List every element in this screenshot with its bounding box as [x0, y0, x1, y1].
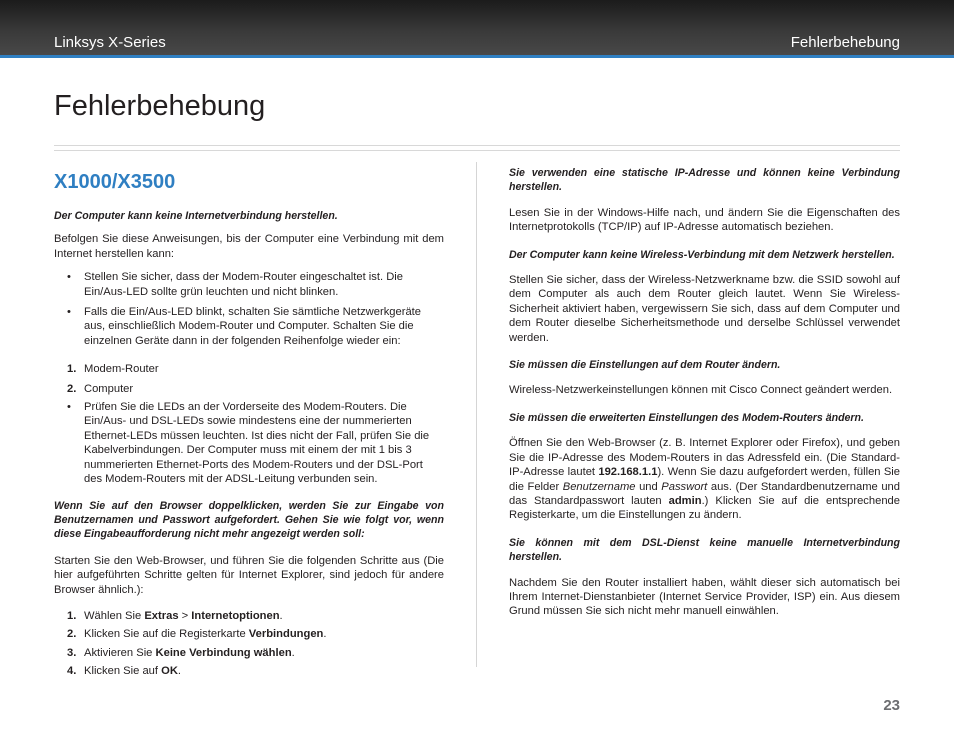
question-browser-login: Wenn Sie auf den Browser doppelklicken, werden Sie zur Eingabe von Benutzernamen und Passwort aufgefordert. Gehen Sie wie folgt vor, wenn diese Eingabeaufforderung nicht mehr angezeigt werden soll:	[54, 499, 444, 541]
paragraph-router-settings: Wireless-Netzwerkeinstellungen können mit Cisco Connect geändert werden.	[509, 384, 893, 397]
list-item: 3. Aktivieren Sie Keine Verbindung wählen.	[67, 646, 295, 659]
default-credential: admin	[668, 494, 702, 507]
left-column	[54, 166, 444, 687]
list-item: 1. Modem-Router	[67, 363, 159, 376]
header-section-name: Fehlerbehebung	[790, 34, 900, 51]
paragraph-browser-steps: Starten Sie den Web-Browser, und führen Sie die folgenden Schritte aus (Die hier aufgeführten Schritte gelten für Internet Explorer, sind jedoch für andere Browser ähnlich.):	[54, 554, 444, 596]
bullet-glyph: •	[67, 401, 71, 414]
page-number: 23	[883, 697, 900, 714]
header-accent-line	[0, 55, 954, 58]
question-dsl-manual: Sie können mit dem DSL-Dienst keine manuelle Internetverbindung herstellen.	[509, 536, 900, 564]
list-item: 4. Klicken Sie auf OK.	[67, 665, 182, 678]
question-advanced-settings: Sie müssen die erweiterten Einstellungen des Modem-Routers ändern.	[509, 411, 864, 424]
list-item: • Stellen Sie sicher, dass der Modem-Router eingeschaltet ist. Die Ein/Aus-LED sollte grün leuchten und nicht blinken.	[67, 271, 403, 298]
page-title: Fehlerbehebung	[54, 90, 266, 122]
list-item: • Falls die Ein/Aus-LED blinkt, schalten Sie sämtliche Netzwerkgeräte aus, einschließlich Modem-Router und Computer. Schalten Sie die einzelnen Geräte dann in der folgenden Reihenfolge wieder ein:	[67, 306, 422, 347]
list-item: 2. Klicken Sie auf die Registerkarte Verbindungen.	[67, 628, 327, 641]
bullet-list	[54, 270, 444, 348]
paragraph-wireless: Stellen Sie sicher, dass der Wireless-Netzwerkname bzw. die SSID sowohl auf dem Computer als auch dem Router gleich lautet. Wenn Sie Wireless-Sicherheit aktiviert haben, vergewissern Sie sich, dass auf dem Computer und dem Router dieselbe Sicherheitsmethode und derselbe Schlüssel verwendet werden.	[509, 274, 900, 344]
paragraph-static-ip: Lesen Sie in der Windows-Hilfe nach, und ändern Sie die Eigenschaften des Internetprotokolls (TCP/IP) auf IP-Adresse automatisch beziehen.	[509, 206, 900, 234]
browser-steps-list	[54, 609, 444, 679]
default-ip: 192.168.1.1	[598, 466, 658, 479]
title-rule-top	[54, 145, 900, 146]
question-router-settings: Sie müssen die Einstellungen auf dem Router ändern.	[509, 359, 781, 372]
question-wireless: Der Computer kann keine Wireless-Verbindung mit dem Netzwerk herstellen.	[509, 248, 895, 261]
bullet-glyph: •	[67, 306, 71, 319]
bullet-list	[54, 400, 444, 486]
question-static-ip: Sie verwenden eine statische IP-Adresse und können keine Verbindung herstellen.	[509, 167, 900, 194]
list-item: 2. Computer	[67, 382, 134, 395]
column-divider	[476, 162, 477, 667]
header-bar	[0, 0, 954, 58]
right-column	[509, 166, 900, 628]
header-product-name: Linksys X-Series	[54, 34, 166, 51]
list-item: • Prüfen Sie die LEDs an der Vorderseite des Modem-Routers. Die Ein/Aus- und DSL-LEDs sowie mindestens eine der nummerierten Ethernet-LEDs müssen leuchten. Ist dies nicht der Fall, prüfen Sie die Kabelverbindungen. Der Computer muss mit einem der mit 1 bis 3 nummerierten Ethernet-Ports des Modem-Routers und der DSL-Port des Modem-Routers mit der ADSL-Leitung verbunden sein.	[67, 401, 430, 486]
power-order-list	[54, 362, 444, 396]
bullet-glyph: •	[67, 271, 71, 284]
paragraph-dsl-manual: Nachdem Sie den Router installiert haben, wählt dieser sich automatisch bei Ihrem Internet-Dienstanbieter (Internet Service Provider, ISP) ein. Aus diesem Grund müssen Sie sich nicht mehr manuell einwählen.	[509, 576, 900, 618]
title-rule-bottom	[54, 150, 900, 151]
question-no-internet: Der Computer kann keine Internetverbindung herstellen.	[54, 210, 338, 222]
paragraph-advanced-settings: Öffnen Sie den Web-Browser (z. B. Internet Explorer oder Firefox), und geben Sie die IP-Adresse des Modem-Routers in das Adressfeld ein. (Die Standard-IP-Adresse lautet 192.168.1.1). Wenn Sie dazu aufgefordert werden, füllen Sie die Felder Benutzername und Passwort aus. (Der Standardbenutzername und das Standardpasswort lauten admin.) Klicken Sie auf die entsprechende Registerkarte, um die Einstellungen zu ändern.	[509, 437, 900, 522]
paragraph-instructions: Befolgen Sie diese Anweisungen, bis der Computer eine Verbindung mit dem Internet herstellen kann:	[54, 233, 444, 260]
section-title: X1000/X3500	[54, 171, 176, 193]
list-item: 1. Wählen Sie Extras > Internetoptionen.	[67, 609, 283, 622]
